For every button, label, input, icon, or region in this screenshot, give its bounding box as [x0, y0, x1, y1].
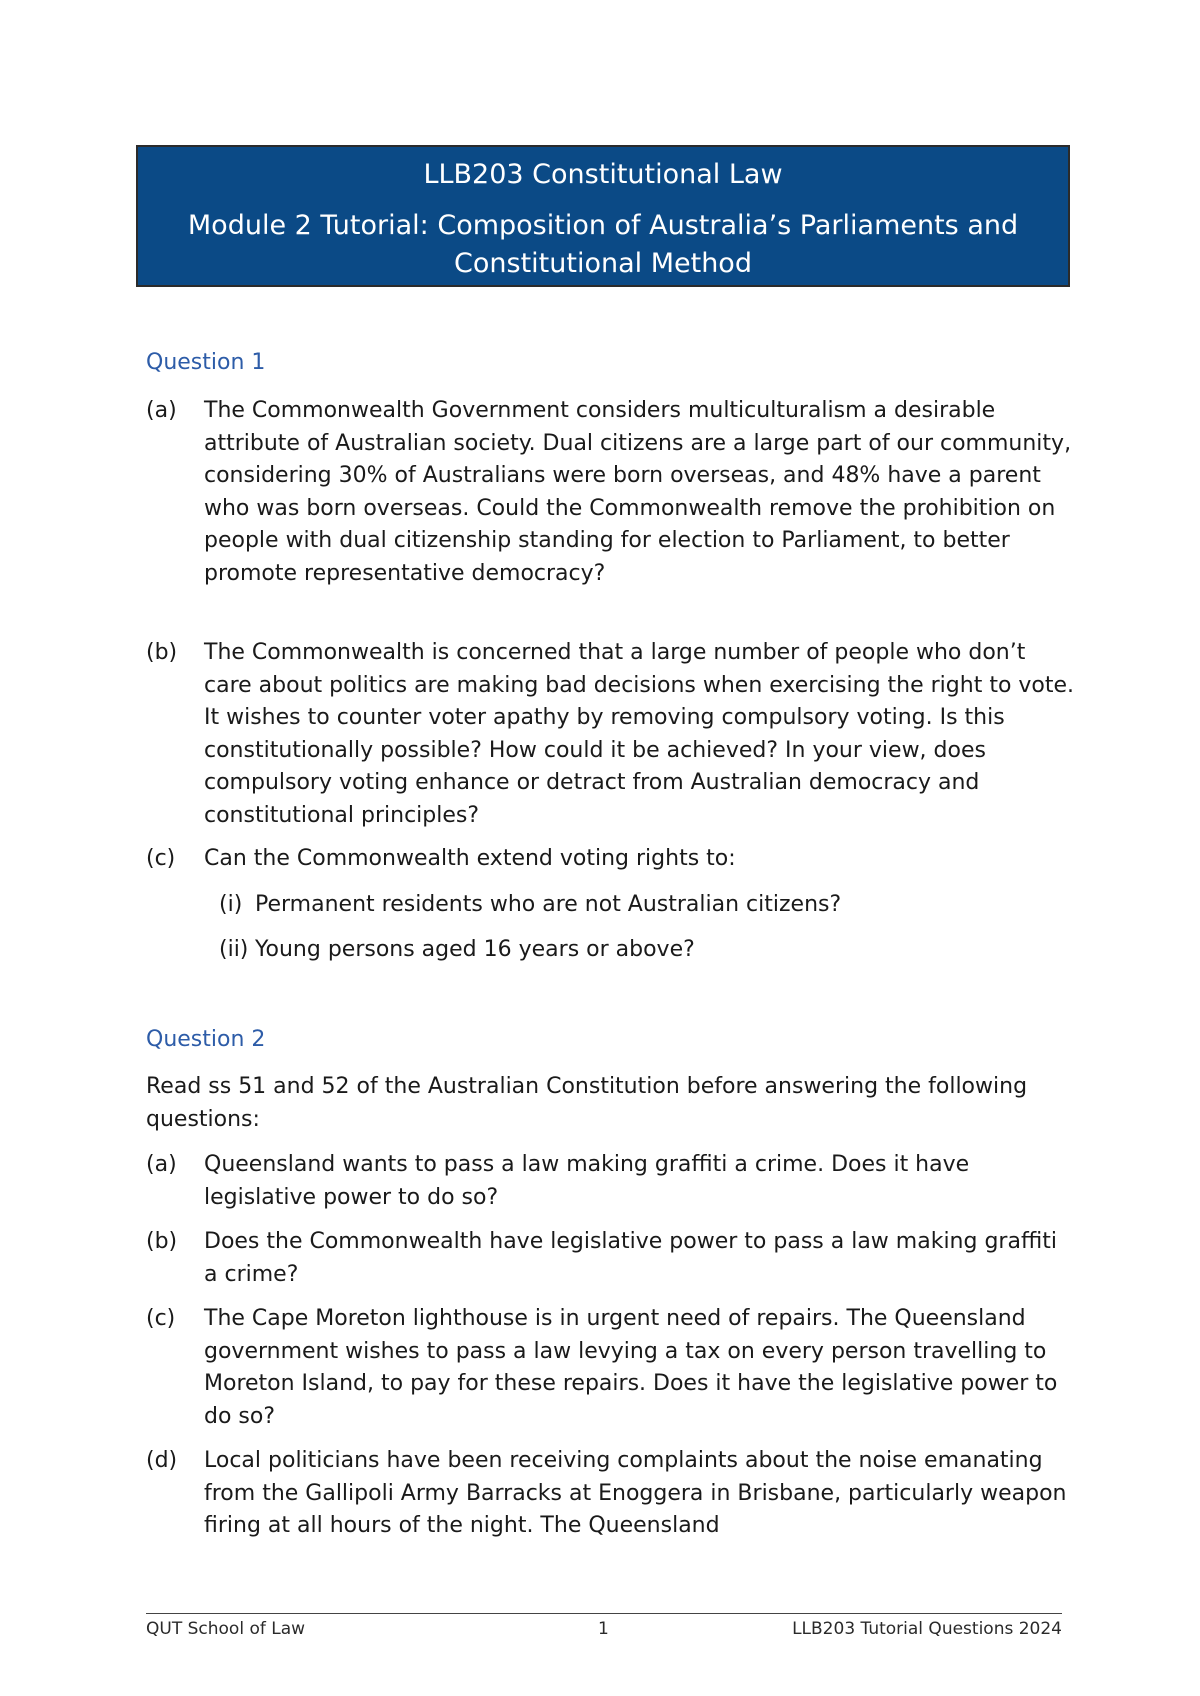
item-label: (b): [146, 1229, 178, 1254]
subitem-text: Permanent residents who are not Australian citizens?: [255, 892, 842, 917]
question-2-item-c: [146, 1303, 1076, 1433]
subitem-text: Young persons aged 16 years or above?: [255, 937, 695, 962]
item-text: Local politicians have been receiving complaints about the noise emanating from the Gallipoli Army Barracks at Enoggera in Brisbane, particularly weapon firing at all hours of the night. The Queensland: [204, 1448, 1067, 1538]
item-label: (d): [146, 1448, 178, 1473]
item-label: (c): [146, 846, 176, 871]
question-2-item-d: [146, 1445, 1076, 1543]
question-1-item-c: [146, 843, 1076, 876]
item-label: (a): [146, 398, 177, 423]
question-2-intro: Read ss 51 and 52 of the Australian Constitution before answering the following questions:: [146, 1074, 1028, 1132]
item-label: (c): [146, 1306, 176, 1331]
question-1-subitem-i: [219, 889, 1069, 921]
footer-left: QUT School of Law: [146, 1619, 306, 1639]
item-label: (a): [146, 1152, 177, 1177]
subitem-label: (i): [219, 892, 243, 917]
item-label: (b): [146, 640, 178, 665]
question-1-item-b: [146, 637, 1076, 832]
question-2-item-b: [146, 1226, 1076, 1291]
tutorial-subtitle: Module 2 Tutorial: Composition of Australia’s Parliaments and Constitutional Method: [187, 210, 1019, 279]
title-box: [136, 145, 1070, 287]
item-text: The Commonwealth Government considers multiculturalism a desirable attribute of Australian society. Dual citizens are a large part of our community, considering 30% of Australians were born overseas, and 48% have a parent who was born overseas. Could the Commonwealth remove the prohibition on people with dual citizenship standing for election to Parliament, to better promote representative democracy?: [204, 398, 1072, 586]
item-text: The Cape Moreton lighthouse is in urgent need of repairs. The Queensland government wishes to pass a law levying a tax on every person travelling to Moreton Island, to pay for these repairs. Does it have the legislative power to do so?: [204, 1306, 1058, 1429]
item-text: Queensland wants to pass a law making graffiti a crime. Does it have legislative power to do so?: [204, 1152, 970, 1210]
subitem-label: (ii): [219, 937, 249, 962]
item-text: The Commonwealth is concerned that a large number of people who don’t care about politics are making bad decisions when exercising the right to vote. It wishes to counter voter apathy by removing compulsory voting. Is this constitutionally possible? How could it be achieved? In your view, does compulsory voting enhance or detract from Australian democracy and constitutional principles?: [204, 640, 1075, 828]
course-title: LLB203 Constitutional Law: [423, 159, 783, 190]
question-1-heading: Question 1: [146, 350, 266, 375]
question-1-item-a: [146, 395, 1076, 590]
question-1-subitem-ii: [219, 934, 1069, 966]
page-number: 1: [598, 1619, 609, 1639]
footer-right: LLB203 Tutorial Questions 2024: [792, 1619, 1062, 1639]
item-text: Can the Commonwealth extend voting rights to:: [204, 846, 736, 871]
question-2-heading: Question 2: [146, 1027, 266, 1052]
item-text: Does the Commonwealth have legislative power to pass a law making graffiti a crime?: [204, 1229, 1057, 1287]
footer-divider: [146, 1613, 1062, 1614]
question-2-item-a: [146, 1149, 1076, 1214]
